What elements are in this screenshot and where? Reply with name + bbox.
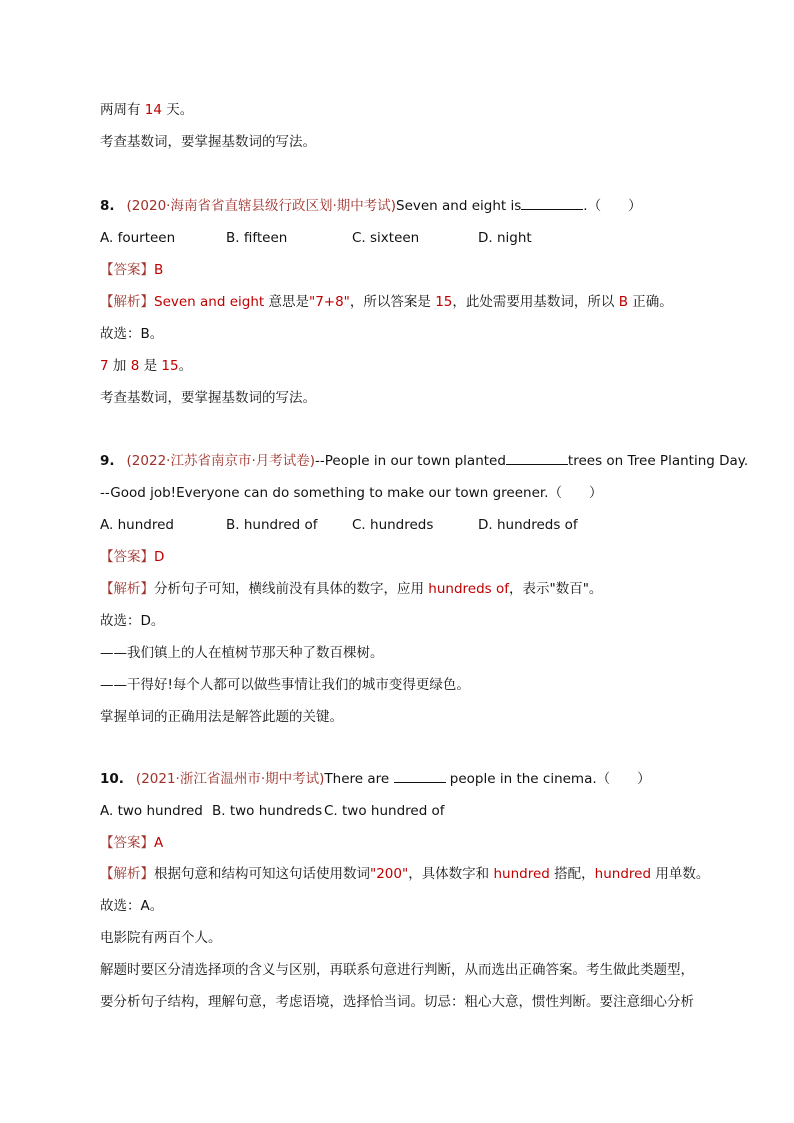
keyword-highlight: B	[618, 294, 628, 310]
question-9-analysis	[100, 579, 734, 599]
question-8-answer	[100, 260, 734, 280]
keyword-highlight: 15	[435, 294, 453, 310]
text: 意思是	[264, 294, 309, 310]
question-10-stem	[100, 769, 734, 789]
option-d[interactable]: D. night	[478, 230, 532, 246]
number-highlight: 14	[144, 102, 162, 118]
question-9-stem-line-1	[100, 451, 749, 471]
question-9-choose: 故选：D。	[100, 613, 165, 629]
prev-translation-line	[100, 100, 734, 120]
question-number: 9.	[100, 453, 115, 469]
question-8-stem	[100, 196, 734, 216]
keyword-highlight: hundred	[493, 866, 550, 882]
question-source: (2021·浙江省温州市·期中考试)	[135, 771, 325, 787]
text: 加	[108, 358, 131, 374]
question-9-translation-2: ——干得好!每个人都可以做些事情让我们的城市变得更绿色。	[100, 677, 470, 693]
keyword-highlight: hundreds of	[428, 581, 510, 597]
text: 两周有	[100, 102, 145, 118]
question-text: trees on Tree Planting Day.	[567, 453, 749, 469]
option-d[interactable]: D. hundreds of	[478, 517, 578, 533]
answer-blank	[521, 197, 583, 210]
question-8-translation	[100, 356, 734, 376]
question-10-answer	[100, 833, 734, 853]
answer-label: 【答案】	[100, 549, 154, 565]
number-highlight: 7	[100, 358, 109, 374]
question-text: Seven and eight is	[396, 198, 522, 214]
answer-label: 【答案】	[100, 262, 154, 278]
question-9-stem-line-2: --Good job!Everyone can do something to make our town greener.（ ）	[100, 485, 603, 501]
question-10-translation: 电影院有两百个人。	[100, 930, 222, 946]
option-b[interactable]: B. fifteen	[226, 230, 288, 246]
option-b[interactable]: B. two hundreds	[212, 803, 323, 819]
answer-value: A	[154, 835, 164, 851]
option-a[interactable]: A. hundred	[100, 517, 174, 533]
question-source: (2020·海南省省直辖县级行政区划·期中考试)	[126, 198, 397, 214]
text: ，具体数字和	[408, 866, 494, 882]
question-10-choose: 故选：A。	[100, 898, 164, 914]
question-source: (2022·江苏省南京市·月考试卷)	[126, 453, 316, 469]
option-a[interactable]: A. fourteen	[100, 230, 176, 246]
text: 搭配，	[549, 866, 595, 882]
keyword-highlight: Seven and eight	[154, 294, 265, 310]
option-b[interactable]: B. hundred of	[226, 517, 318, 533]
question-8-choose: 故选：B。	[100, 326, 164, 342]
answer-label: 【答案】	[100, 835, 154, 851]
text: 根据句意和结构可知这句话使用数词	[154, 866, 370, 882]
question-10-note-line-2: 要分析句子结构，理解句意，考虑语境，选择恰当词。切忌：粗心大意，惯性判断。要注意细心分析	[100, 994, 694, 1010]
text: 用单数。	[651, 866, 710, 882]
keyword-highlight: "7+8"	[308, 294, 350, 310]
text: 是	[139, 358, 162, 374]
prev-note-line: 考查基数词，要掌握基数词的写法。	[100, 134, 316, 150]
question-text: --People in our town planted	[315, 453, 506, 469]
text: ，此处需要用基数词，所以	[452, 294, 619, 310]
option-c[interactable]: C. hundreds	[352, 517, 434, 533]
question-text: There are	[324, 771, 390, 787]
analysis-label: 【解析】	[100, 294, 154, 310]
option-a[interactable]: A. two hundred	[100, 803, 203, 819]
answer-blank	[506, 452, 568, 465]
answer-blank	[394, 770, 446, 783]
text: 正确。	[627, 294, 673, 310]
keyword-highlight: hundred	[594, 866, 652, 882]
answer-value: D	[154, 549, 165, 565]
option-c[interactable]: C. sixteen	[352, 230, 420, 246]
question-9-answer	[100, 547, 734, 567]
answer-value: B	[154, 262, 164, 278]
number-highlight: 8	[130, 358, 140, 374]
keyword-highlight: "200"	[370, 866, 409, 882]
analysis-label: 【解析】	[100, 866, 154, 882]
question-text: .（ ）	[583, 198, 642, 214]
question-number: 10.	[100, 771, 124, 787]
text: ，表示"数百"。	[509, 581, 603, 597]
number-highlight: 15	[161, 358, 179, 374]
analysis-label: 【解析】	[100, 581, 154, 597]
text: 。	[178, 358, 193, 374]
question-9-translation-1: ——我们镇上的人在植树节那天种了数百棵树。	[100, 645, 384, 661]
question-10-note-line-1: 解题时要区分清选择项的含义与区别，再联系句意进行判断，从而选出正确答案。考生做此类题型，	[100, 962, 694, 978]
question-8-analysis	[100, 292, 734, 312]
question-number: 8.	[100, 198, 115, 214]
text: 天。	[161, 102, 194, 118]
text: 分析句子可知，横线前没有具体的数字，应用	[154, 581, 429, 597]
question-9-note: 掌握单词的正确用法是解答此题的关键。	[100, 709, 343, 725]
option-c[interactable]: C. two hundred of	[324, 803, 445, 819]
question-8-note: 考查基数词，要掌握基数词的写法。	[100, 390, 316, 406]
question-text: people in the cinema.（ ）	[449, 771, 651, 787]
text: ，所以答案是	[349, 294, 436, 310]
question-10-analysis	[100, 864, 734, 884]
